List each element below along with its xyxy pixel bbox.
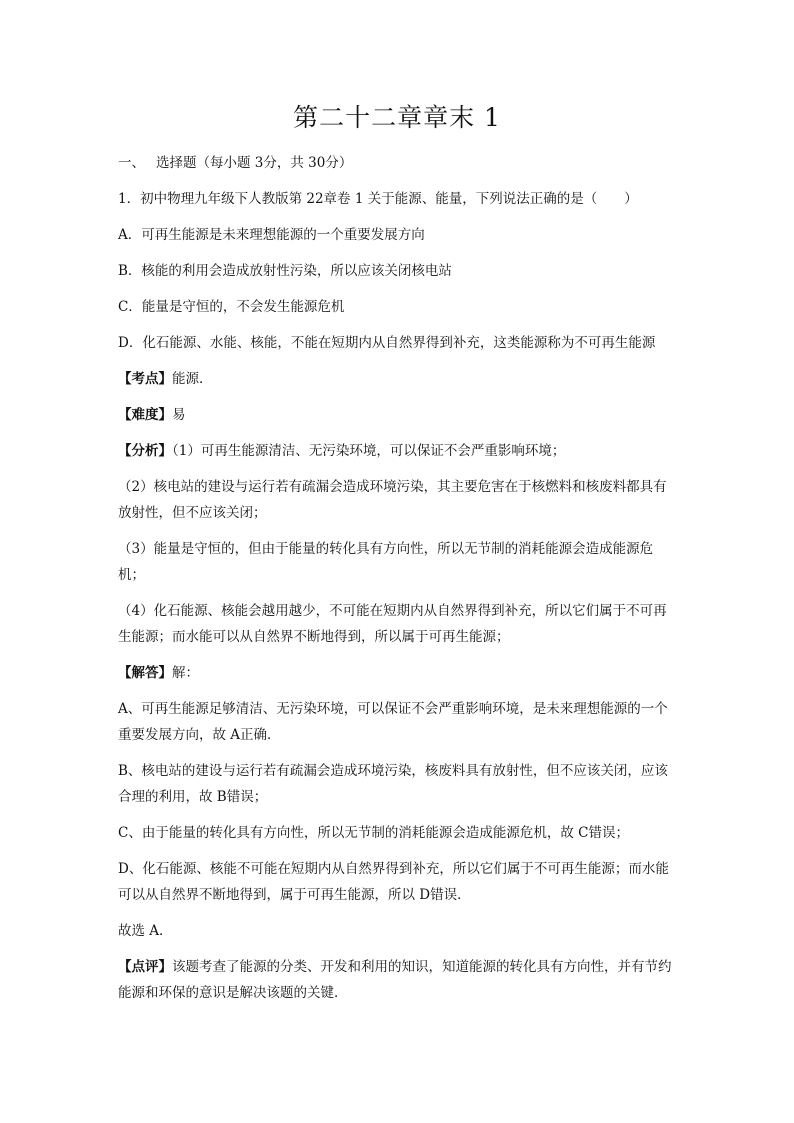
- fenxi-item-text: （1）可再生能源清洁、无污染环境，可以保证不会严重影响环境；: [172, 443, 566, 459]
- jieda: [118, 660, 678, 686]
- section-heading-text: 选择题（每小题 3分，共 30分）: [156, 155, 353, 171]
- fenxi-item-1: [118, 438, 678, 464]
- kaodian: [118, 366, 678, 392]
- kaodian-label: 【考点】: [118, 371, 172, 387]
- jieda-label: 【解答】: [118, 665, 172, 681]
- jieda-answer: 故选 A．: [118, 923, 173, 939]
- option-d: D．化石能源、水能、核能，不能在短期内从自然界得到补充，这类能源称为不可再生能源: [118, 335, 656, 351]
- dianping-text: 该题考查了能源的分类、开发和利用的知识，知道能源的转化具有方向性，并有节约能源和环保的意识是解决该题的关键．: [118, 959, 672, 1001]
- fenxi-item-2: （2）核电站的建设与运行若有疏漏会造成环境污染，其主要危害在于核燃料和核废料都具有放射性，但不应该关闭；: [118, 479, 667, 521]
- jieda-item-c: C、由于能量的转化具有方向性，所以无节制的消耗能源会造成能源危机，故 C错误；: [118, 825, 629, 841]
- nandu: [118, 402, 678, 428]
- fenxi-item-3: （3）能量是守恒的，但由于能量的转化具有方向性，所以无节制的消耗能源会造成能源危机；: [118, 541, 654, 583]
- section-heading: [118, 150, 678, 176]
- nandu-text: 易: [172, 407, 186, 423]
- dianping-label: 【点评】: [118, 959, 172, 975]
- question-stem: 1．初中物理九年级下人教版第 22章卷 1 关于能源、能量，下列说法正确的是（ ）: [118, 191, 638, 207]
- option-c: C．能量是守恒的，不会发生能源危机: [118, 299, 345, 315]
- jieda-text: 解：: [172, 665, 199, 681]
- jieda-item-a: A、可再生能源足够清洁、无污染环境，可以保证不会严重影响环境，是未来理想能源的一个重要发展方向，故 A正确．: [118, 701, 668, 743]
- jieda-item-d: D、化石能源、核能不可能在短期内从自然界得到补充，所以它们属于不可再生能源；而水能可以从自然界不断地得到，属于可再生能源，所以 D错误．: [118, 861, 669, 903]
- page-title: 第二十二章章末 1: [293, 103, 501, 132]
- option-b: B．核能的利用会造成放射性污染，所以应该关闭核电站: [118, 263, 452, 279]
- jieda-item-b: B、核电站的建设与运行若有疏漏会造成环境污染，核废料具有放射性，但不应该关闭，应该合理的利用，故 B错误；: [118, 763, 668, 805]
- nandu-label: 【难度】: [118, 407, 172, 423]
- document-body: [118, 150, 678, 1016]
- option-a: A．可再生能源是未来理想能源的一个重要发展方向: [118, 227, 425, 243]
- fenxi-item-4: （4）化石能源、核能会越用越少，不可能在短期内从自然界得到补充，所以它们属于不可再生能源；而水能可以从自然界不断地得到，所以属于可再生能源；: [118, 603, 667, 645]
- kaodian-text: 能源．: [172, 371, 213, 387]
- dianping: [118, 954, 678, 1006]
- fenxi-label: 【分析】: [118, 443, 172, 459]
- section-number: 一、: [118, 155, 145, 171]
